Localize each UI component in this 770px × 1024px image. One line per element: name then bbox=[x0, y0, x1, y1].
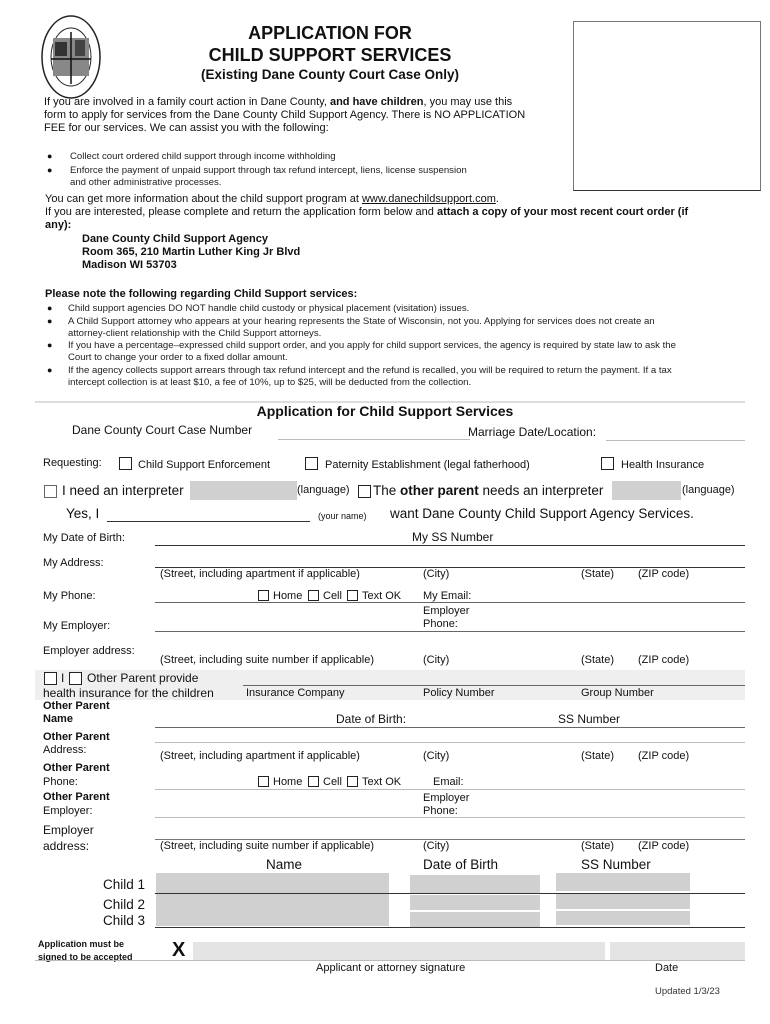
interested-bold: (if bbox=[674, 206, 689, 218]
yes-i-label: Yes, I bbox=[66, 506, 100, 521]
interested-bold: attach a copy of your most recent court order bbox=[436, 206, 675, 218]
ins-i-label: I bbox=[61, 671, 65, 685]
cell-label: Cell bbox=[323, 590, 342, 602]
home-label: Home bbox=[273, 776, 303, 788]
address-line: Dane County Child Support Agency bbox=[82, 233, 268, 245]
checkbox-paternity[interactable] bbox=[305, 457, 318, 470]
note-text: intercept collection is at least $10, a fee of 10%, up to $25, will be deducted from the collection. bbox=[68, 377, 472, 388]
child-ss-header: SS Number bbox=[581, 857, 651, 872]
street-sublabel: (Street, including apartment if applicable) bbox=[160, 568, 360, 580]
other-parent-label: Other Parent bbox=[43, 762, 110, 774]
interp-other-text: The bbox=[373, 483, 401, 498]
intro-text: , you may use this bbox=[423, 96, 513, 108]
zip-sublabel: (ZIP code) bbox=[638, 750, 690, 762]
text-ok-label: Text OK bbox=[362, 590, 402, 602]
employer-address-label: Employer address: bbox=[43, 645, 135, 657]
intro-text: If you are involved in a family court action in Dane County, bbox=[44, 96, 330, 108]
op-employer-label: Employer: bbox=[43, 805, 93, 817]
child-1-label: Child 1 bbox=[102, 877, 145, 892]
form-title: Application for Child Support Services bbox=[256, 403, 514, 419]
other-parent-name-input[interactable] bbox=[155, 727, 745, 728]
bullet-icon: ● bbox=[47, 365, 53, 375]
note-text: Child support agencies DO NOT handle child custody or physical placement (visitation) issues. bbox=[68, 303, 470, 314]
want-services-text: want Dane County Child Support Agency Services. bbox=[390, 506, 694, 521]
bullet-icon: ● bbox=[47, 165, 53, 175]
intro-text: FEE for our services. We can assist you with the following: bbox=[44, 122, 329, 134]
option-label: Health Insurance bbox=[621, 459, 705, 471]
city-sublabel: (City) bbox=[423, 568, 450, 580]
child-3-ss-input[interactable] bbox=[556, 911, 690, 925]
employer-phone-label: Phone: bbox=[423, 618, 458, 630]
state-sublabel: (State) bbox=[581, 750, 615, 762]
interp-other-text: needs an interpreter bbox=[478, 483, 604, 498]
home-label: Home bbox=[273, 590, 303, 602]
group-number-label: Group Number bbox=[581, 687, 654, 699]
county-seal-logo bbox=[40, 14, 102, 100]
intro-bold: and have children bbox=[329, 96, 424, 108]
child-row-line bbox=[155, 893, 745, 894]
language-label: (language) bbox=[297, 484, 350, 496]
op-phone-label: Phone: bbox=[43, 776, 78, 788]
street-sublabel: (Street, including suite number if applicable) bbox=[160, 840, 375, 852]
op-email-label: Email: bbox=[433, 776, 464, 788]
checkbox-op-text-ok[interactable] bbox=[347, 776, 358, 787]
child-3-label: Child 3 bbox=[102, 913, 145, 928]
city-sublabel: (City) bbox=[423, 750, 450, 762]
other-parent-address-input[interactable] bbox=[155, 742, 745, 743]
child-2-ss-input[interactable] bbox=[556, 893, 690, 909]
other-parent-name-label: Name bbox=[43, 713, 73, 725]
more-info-label: You can get more information about the child support program at bbox=[45, 193, 362, 205]
my-phone-label: My Phone: bbox=[43, 590, 96, 602]
other-parent-label: Other Parent bbox=[43, 731, 110, 743]
case-number-input[interactable] bbox=[278, 439, 470, 446]
other-parent-label: Other Parent bbox=[43, 700, 110, 712]
note-text: attorney-client relationship with the Child Support attorneys. bbox=[68, 328, 322, 339]
checkbox-other-provides-insurance[interactable] bbox=[69, 672, 82, 685]
my-phone-email-input[interactable] bbox=[155, 602, 745, 603]
your-name-label: (your name) bbox=[318, 511, 367, 521]
child-dob-header: Date of Birth bbox=[423, 857, 499, 872]
note-text: A Child Support attorney who appears at your hearing represents the State of Wisconsin, not you. Applying for services does not create an bbox=[68, 316, 655, 327]
checkbox-home[interactable] bbox=[258, 590, 269, 601]
my-dob-ss-input[interactable] bbox=[155, 545, 745, 546]
other-parent-employer-input[interactable] bbox=[155, 817, 745, 818]
child-1-name-input[interactable] bbox=[156, 873, 389, 893]
intro-text: form to apply for services from the Dane County Child Support Agency. There is NO APPLICATION bbox=[44, 109, 526, 121]
checkbox-cell[interactable] bbox=[308, 590, 319, 601]
title-line-1: APPLICATION FOR bbox=[248, 23, 412, 43]
service-bullet: Collect court ordered child support through income withholding bbox=[70, 151, 336, 162]
op-employer-address-label: address: bbox=[43, 839, 90, 853]
city-sublabel: (City) bbox=[423, 654, 450, 666]
state-sublabel: (State) bbox=[581, 840, 615, 852]
agency-address bbox=[82, 233, 300, 272]
interpreter-label: I need an interpreter bbox=[62, 483, 184, 498]
child-2-3-name-input[interactable] bbox=[156, 894, 389, 926]
other-parent-phone-input[interactable] bbox=[155, 789, 745, 790]
text-ok-label: Text OK bbox=[362, 776, 402, 788]
checkbox-op-cell[interactable] bbox=[308, 776, 319, 787]
marriage-label: Marriage Date/Location: bbox=[468, 425, 597, 439]
more-info-text bbox=[45, 193, 499, 206]
checkbox-other-interpreter[interactable] bbox=[358, 485, 371, 498]
employer-phone-label: Employer bbox=[423, 792, 470, 804]
street-sublabel: (Street, including suite number if applicable) bbox=[160, 654, 375, 666]
other-language-input[interactable] bbox=[612, 481, 681, 500]
checkbox-child-support-enforcement[interactable] bbox=[119, 457, 132, 470]
child-3-dob-input[interactable] bbox=[410, 912, 540, 927]
my-dob-label: My Date of Birth: bbox=[43, 532, 125, 544]
interested-label: If you are interested, please complete and return the application form below and bbox=[45, 206, 437, 218]
other-parent-label: Other Parent bbox=[43, 791, 110, 803]
checkbox-health-insurance[interactable] bbox=[601, 457, 614, 470]
my-employer-label: My Employer: bbox=[43, 620, 111, 632]
website-link[interactable]: www.danechildsupport.com bbox=[361, 193, 496, 205]
cell-label: Cell bbox=[323, 776, 342, 788]
ins-line2: health insurance for the children bbox=[43, 686, 214, 700]
address-line: Madison WI 53703 bbox=[82, 259, 177, 271]
op-ss-label: SS Number bbox=[558, 712, 621, 726]
checkbox-text-ok[interactable] bbox=[347, 590, 358, 601]
op-employer-address-label: Employer bbox=[43, 823, 94, 837]
date-label: Date bbox=[655, 962, 679, 974]
street-sublabel: (Street, including apartment if applicable) bbox=[160, 750, 360, 762]
zip-sublabel: (ZIP code) bbox=[638, 840, 690, 852]
sign-note: Application must be bbox=[38, 939, 125, 949]
self-language-input[interactable] bbox=[190, 481, 297, 500]
bullet-icon: ● bbox=[47, 316, 53, 326]
language-label: (language) bbox=[682, 484, 735, 496]
signature-date-input[interactable] bbox=[610, 942, 745, 960]
requesting-label: Requesting: bbox=[43, 457, 102, 469]
city-sublabel: (City) bbox=[423, 840, 450, 852]
child-name-header: Name bbox=[266, 857, 303, 872]
office-use-box bbox=[573, 21, 761, 191]
signature-label: Applicant or attorney signature bbox=[316, 962, 466, 974]
my-employer-input[interactable] bbox=[155, 631, 745, 632]
state-sublabel: (State) bbox=[581, 568, 615, 580]
interp-other-bold: other parent bbox=[400, 483, 479, 498]
insurance-input[interactable] bbox=[243, 685, 745, 686]
child-2-dob-input[interactable] bbox=[410, 895, 540, 910]
interested-any: any): bbox=[45, 219, 72, 231]
policy-number-label: Policy Number bbox=[423, 687, 495, 699]
case-number-label: Dane County Court Case Number bbox=[72, 423, 253, 437]
bullet-icon: ● bbox=[47, 340, 53, 350]
your-name-input[interactable] bbox=[107, 521, 310, 526]
checkbox-op-home[interactable] bbox=[258, 776, 269, 787]
address-line: Room 365, 210 Martin Luther King Jr Blvd bbox=[82, 246, 301, 258]
interested-text bbox=[45, 206, 688, 219]
child-1-ss-input[interactable] bbox=[556, 873, 690, 891]
ins-other-label: Other Parent provide bbox=[87, 671, 199, 685]
op-address-label: Address: bbox=[43, 744, 87, 756]
period: . bbox=[495, 193, 499, 205]
signature-input[interactable] bbox=[193, 942, 605, 960]
sign-x-mark: X bbox=[172, 939, 186, 961]
title-line-2: CHILD SUPPORT SERVICES bbox=[208, 45, 452, 65]
service-bullet: Enforce the payment of unpaid support through tax refund intercept, liens, license suspension bbox=[70, 165, 467, 176]
note-text: If you have a percentage–expressed child support order, and you apply for child support services, the agency is required by state law to ask the bbox=[68, 340, 676, 351]
zip-sublabel: (ZIP code) bbox=[638, 654, 690, 666]
bullet-icon: ● bbox=[47, 303, 53, 313]
op-dob-label: Date of Birth: bbox=[336, 712, 407, 726]
service-bullet: and other administrative processes. bbox=[70, 177, 222, 188]
checkbox-i-provide-insurance[interactable] bbox=[44, 672, 57, 685]
my-address-label: My Address: bbox=[43, 557, 104, 569]
page-title bbox=[160, 22, 500, 66]
state-sublabel: (State) bbox=[581, 654, 615, 666]
note-text: If the agency collects support arrears through tax refund intercept and the refund is recalled, you will be required to return the payment. If a tax bbox=[68, 365, 672, 376]
notes-heading: Please note the following regarding Child Support services: bbox=[45, 288, 358, 300]
interp-other-line bbox=[373, 483, 603, 499]
zip-sublabel: (ZIP code) bbox=[638, 568, 690, 580]
employer-phone-label: Phone: bbox=[423, 805, 458, 817]
option-label: Child Support Enforcement bbox=[138, 459, 271, 471]
bullet-icon: ● bbox=[47, 151, 53, 161]
child-row-line bbox=[155, 927, 745, 928]
insurance-company-label: Insurance Company bbox=[246, 687, 345, 699]
sign-note: signed to be accepted bbox=[38, 952, 133, 962]
updated-date: Updated 1/3/23 bbox=[655, 986, 720, 997]
my-email-label: My Email: bbox=[423, 590, 472, 602]
checkbox-self-interpreter[interactable] bbox=[44, 485, 57, 498]
marriage-input[interactable] bbox=[606, 440, 745, 447]
page-subtitle: (Existing Dane County Court Case Only) bbox=[200, 67, 460, 82]
child-2-label: Child 2 bbox=[102, 897, 145, 912]
child-1-dob-input[interactable] bbox=[410, 875, 540, 893]
note-text: Court to change your order to a fixed dollar amount. bbox=[68, 352, 288, 363]
employer-phone-label: Employer bbox=[423, 605, 470, 617]
my-ss-label: My SS Number bbox=[412, 530, 494, 544]
signature-line bbox=[35, 960, 745, 961]
intro-paragraph bbox=[44, 96, 525, 135]
option-label: Paternity Establishment (legal fatherhood) bbox=[325, 459, 530, 471]
